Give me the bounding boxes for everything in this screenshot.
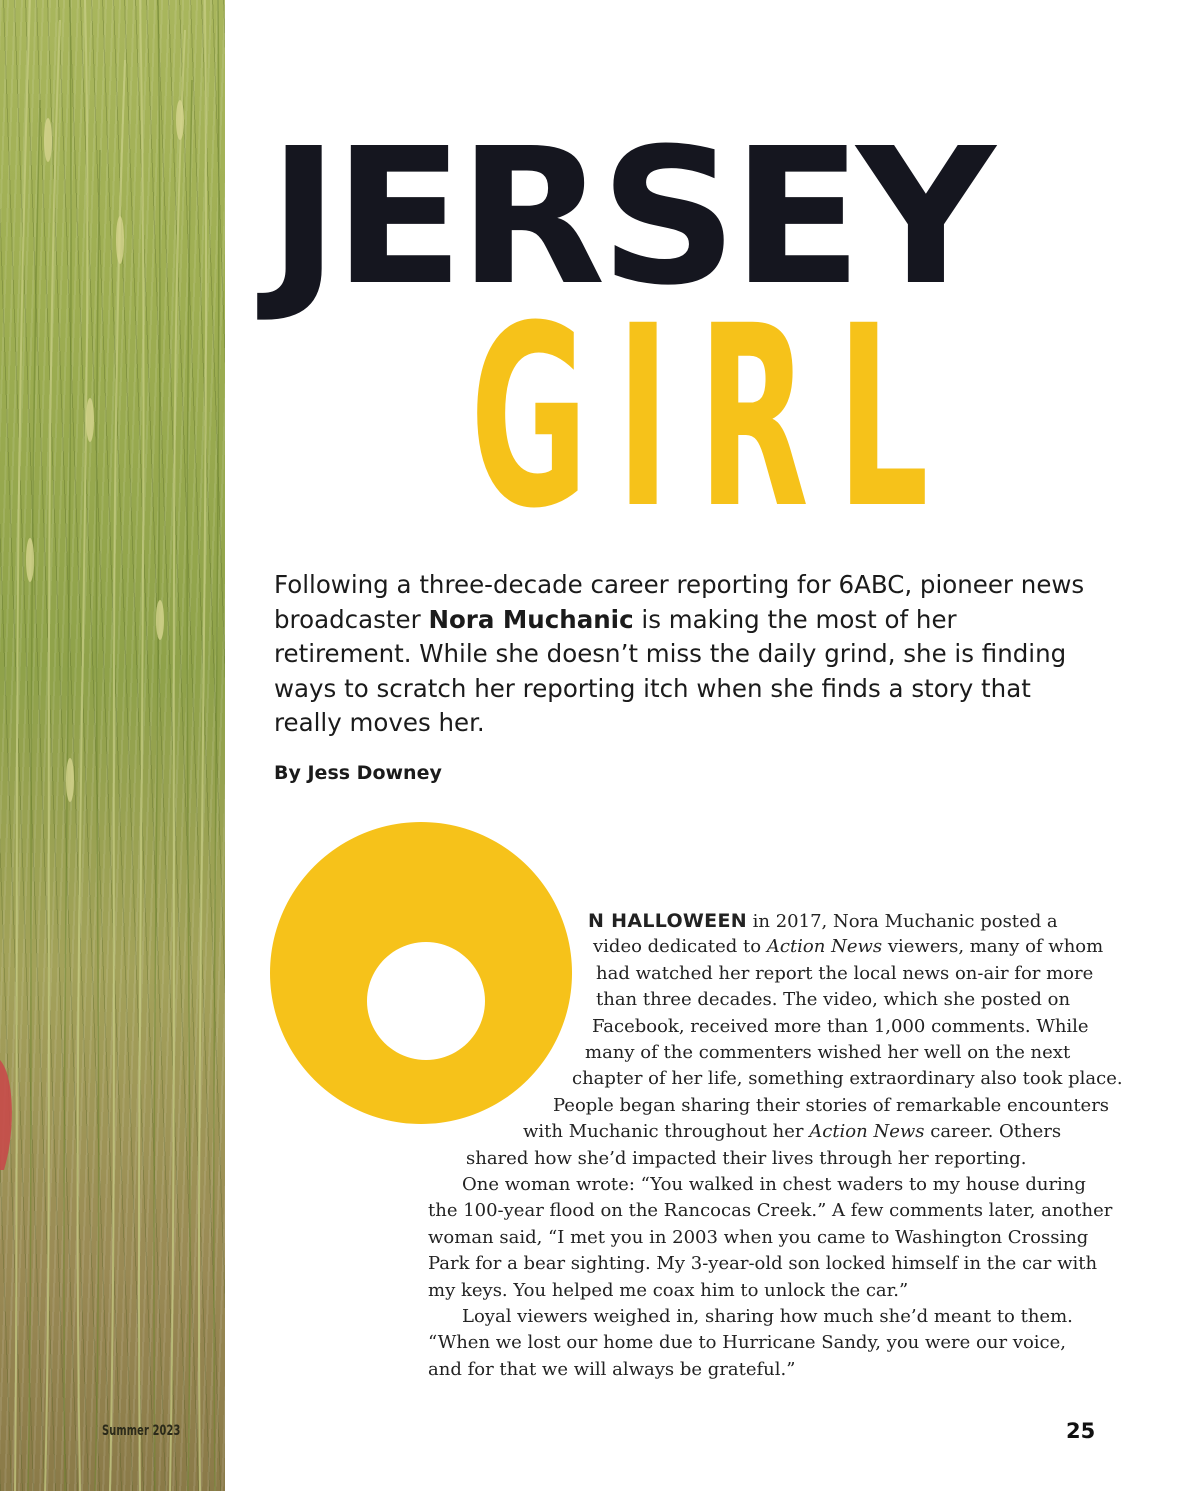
page-number: 25 (1066, 1419, 1096, 1443)
article-kicker: N HALLOWEEN (588, 910, 747, 932)
title-jersey: JERSEY (268, 108, 990, 327)
dropcap-o-icon (270, 822, 572, 1124)
grass-field-icon (0, 0, 225, 1491)
byline: By Jess Downey (274, 762, 442, 784)
article-line-10: shared how she’d impacted their lives through her reporting. (466, 1147, 1027, 1169)
article-line-12: the 100-year flood on the Rancocas Creek.” A few comments later, another (428, 1200, 1113, 1222)
article-line-2a: video dedicated to (593, 936, 767, 958)
article-line-1 (588, 908, 1058, 935)
article-line-4: than three decades. The video, which she posted on (596, 989, 1071, 1011)
deck-text-part1: Following a three-decade career reporting for 6ABC, pioneer news broadcaster (274, 570, 1085, 634)
article-line-3: had watched her report the local news on-air for more (596, 962, 1094, 984)
article-line-1-text: in 2017, Nora Muchanic posted a (746, 911, 1058, 932)
subject-name: Nora Muchanic (428, 604, 634, 634)
article-line-5: Facebook, received more than 1,000 comments. While (592, 1015, 1089, 1037)
edition-label: Summer 2023 (102, 1423, 181, 1439)
article-line-9a: with Muchanic throughout her (523, 1121, 810, 1143)
title-girl: GIRL (470, 272, 957, 563)
article-line-9b: career. Others (924, 1121, 1062, 1143)
article-line-2-italic: Action News (766, 936, 883, 958)
deck-intro (274, 568, 1094, 741)
article-line-14: Park for a bear sighting. My 3-year-old son locked himself in the car with (428, 1253, 1098, 1275)
article-line-15: my keys. You helped me coax him to unlock the car.” (428, 1279, 909, 1301)
deck-text-part2: is making the most of her retirement. While she doesn’t miss the daily grind, she is finding ways to scratch her reporting itch when she finds a story that really moves her. (274, 604, 1067, 737)
article-line-7: chapter of her life, something extraordinary also took place. (572, 1068, 1123, 1090)
article-line-6: many of the commenters wished her well on the next (585, 1042, 1071, 1063)
article-line-9 (523, 1119, 1061, 1145)
article-line-9-italic: Action News (809, 1121, 925, 1143)
article-line-18: and for that we will always be grateful.” (428, 1358, 796, 1380)
article-line-17: “When we lost our home due to Hurricane Sandy, you were our voice, (428, 1332, 1067, 1354)
article-line-2 (593, 934, 1103, 960)
grass-field-photo (0, 0, 225, 1491)
article-line-11: One woman wrote: “You walked in chest waders to my house during (462, 1174, 1086, 1195)
article-line-16: Loyal viewers weighed in, sharing how much she’d meant to them. (462, 1306, 1073, 1327)
article-line-2b: viewers, many of whom (882, 936, 1104, 958)
article-line-8: People began sharing their stories of remarkable encounters (553, 1094, 1110, 1116)
article-line-13: woman said, “I met you in 2003 when you came to Washington Crossing (428, 1226, 1089, 1248)
